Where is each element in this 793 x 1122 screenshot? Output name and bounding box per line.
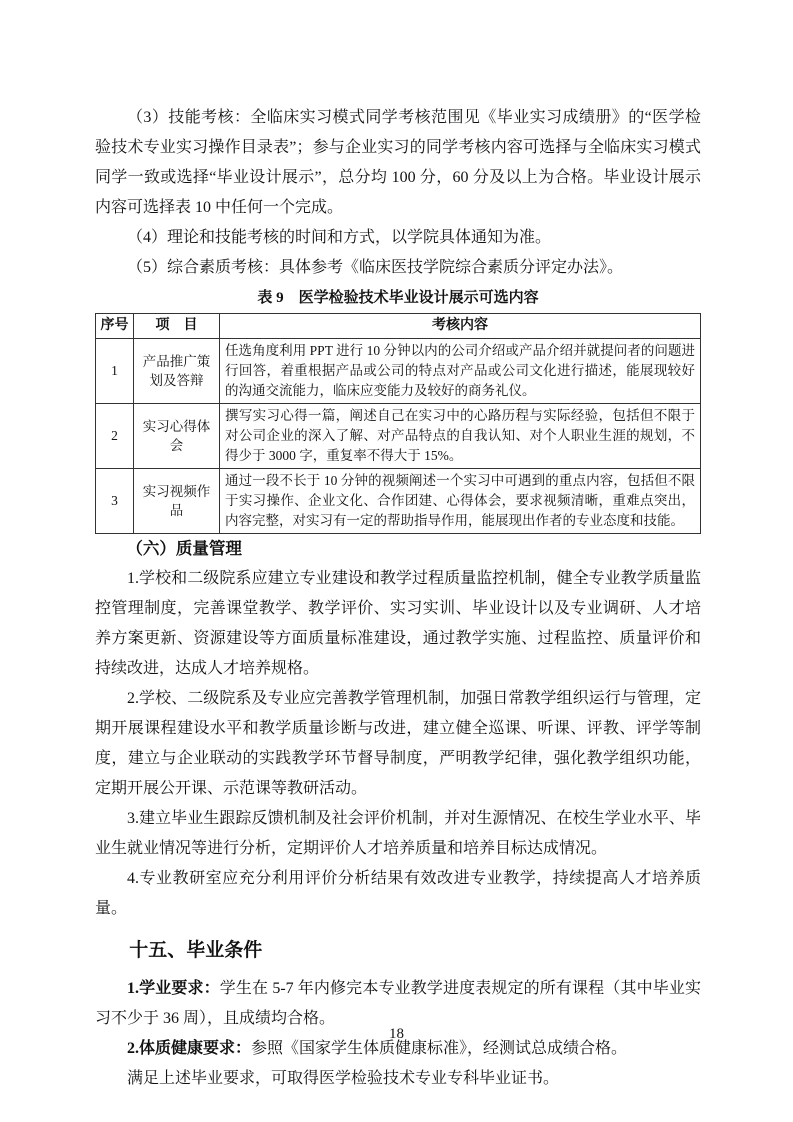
cell-no: 1 (96, 339, 134, 404)
paragraph-theory-assessment: （4）理论和技能考核的时间和方式，以学院具体通知为准。 (127, 229, 552, 246)
cell-content: 撰写实习心得一篇，阐述自己在实习中的心路历程与实际经验，包括但不限于对公司企业的深入了解、对产品特点的自我认知、对个人职业生涯的规划，不得少于 3000 字，重复率不得大于 15%。 (220, 404, 701, 469)
paragraph-skill-assessment: （3）技能考核：全临床实习模式同学考核范围见《毕业实习成绩册》的“医学检验技术专业实习操作目录表”；参与企业实习的同学考核内容可选择与全临床实习模式同学一致或选择“毕业设计展示”，总分均 100 分，60 分及以上为合格。毕业设计展示内容可选择表 10 中任何一个完成。 (95, 109, 701, 216)
academic-requirement-text: 学生在 5-7 年内修完本专业教学进度表规定的所有课程（其中毕业实习不少于 36 周），且成绩均合格。 (95, 980, 701, 1027)
table-row (96, 339, 701, 404)
fitness-requirement-label: 2.体质健康要求： (127, 1040, 252, 1057)
header-cell-no: 序号 (96, 314, 134, 339)
paragraph-quality-3: 3.建立毕业生跟踪反馈机制及社会评价机制，并对生源情况、在校生学业水平、毕业生就业情况等进行分析，定期评价人才培养质量和培养目标达成情况。 (95, 810, 701, 857)
paragraph-quality-4: 4.专业教研室应充分利用评价分析结果有效改进专业教学，持续提高人才培养质量。 (95, 870, 701, 917)
table-caption: 表 9 医学检验技术毕业设计展示可选内容 (257, 290, 539, 306)
cell-content: 通过一段不长于 10 分钟的视频阐述一个实习中可遇到的重点内容，包括但不限于实习操作、企业文化、合作团建、心得体会，要求视频清晰，重难点突出，内容完整，对实习有一定的帮助指导作用，能展现出作者的专业态度和技能。 (220, 469, 701, 534)
header-cell-item: 项 目 (134, 314, 220, 339)
paragraph-quality-2: 2.学校、二级院系及专业应完善教学管理机制，加强日常教学组织运行与管理，定期开展课程建设水平和教学质量诊断与改进，建立健全巡课、听课、评教、评学等制度，建立与企业联动的实践教学环节督导制度，严明教学纪律，强化教学组织功能，定期开展公开课、示范课等教研活动。 (95, 690, 701, 797)
table-row (96, 469, 701, 534)
cell-content: 任选角度利用 PPT 进行 10 分钟以内的公司介绍或产品介绍并就提问者的问题进行回答，着重根据产品或公司的特点对产品或公司文化进行描述，能展现较好的沟通交流能力，临床应变能力及较好的商务礼仪。 (220, 339, 701, 404)
table-row (96, 404, 701, 469)
academic-requirement-label: 1.学业要求： (127, 980, 220, 997)
paragraph-quality-assessment: （5）综合素质考核：具体参考《临床医技学院综合素质分评定办法》。 (127, 259, 624, 276)
cell-item: 产品推广策划及答辩 (134, 339, 220, 404)
header-cell-content: 考核内容 (220, 314, 701, 339)
section-heading-quality-management: （六）质量管理 (126, 539, 242, 558)
paragraph-graduation-closing: 满足上述毕业要求，可取得医学检验技术专业专科毕业证书。 (127, 1070, 560, 1087)
chapter-heading-graduation-conditions: 十五、毕业条件 (129, 940, 263, 961)
cell-item: 实习心得体会 (134, 404, 220, 469)
fitness-requirement-text: 参照《国家学生体质健康标准》，经测试总成绩合格。 (251, 1040, 628, 1057)
paragraph-quality-1: 1.学校和二级院系应建立专业建设和教学过程质量监控机制，健全专业教学质量监控管理制度，完善课堂教学、教学评价、实习实训、毕业设计以及专业调研、人才培养方案更新、资源建设等方面质量标准建设，通过教学实施、过程监控、质量评价和持续改进，达成人才培养规格。 (95, 570, 701, 677)
cell-no: 3 (96, 469, 134, 534)
table-header-row (96, 314, 701, 339)
cell-item: 实习视频作品 (134, 469, 220, 534)
page-number: 18 (389, 1026, 404, 1042)
cell-no: 2 (96, 404, 134, 469)
table-9-graduation-design-options (95, 313, 701, 534)
